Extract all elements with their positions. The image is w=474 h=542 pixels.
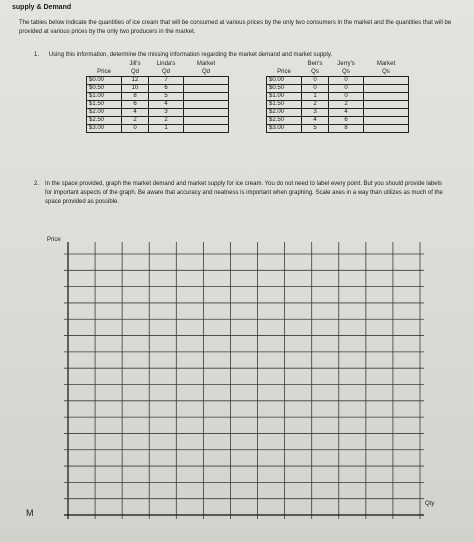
- demand-table-price-cell: $1.00: [87, 93, 122, 101]
- demand-table-price-cell: $0.00: [87, 77, 122, 85]
- question-2-text: In the space provided, graph the market demand and market supply for ice cream. You do not need to label every point. But you should provide labels for important aspects of the graph. Be aware that accuracy and neatness is important when graphing. Scale axes in a way than utilizes as much of the space provided as possible.: [45, 181, 443, 205]
- question-1: [34, 52, 332, 58]
- demand-table-qty-cell: 4: [122, 109, 149, 117]
- demand-table-row: [87, 93, 229, 101]
- supply-table-qty-cell: 0: [329, 85, 364, 93]
- supply-table-qty-cell: 8: [329, 125, 364, 133]
- demand-table-qty-cell: 4: [149, 101, 184, 109]
- demand-table: [86, 60, 229, 133]
- supply-table-market-cell[interactable]: [364, 101, 409, 109]
- supply-table-row: [267, 85, 409, 93]
- supply-table-price-cell: $0.50: [267, 85, 302, 93]
- demand-table-qty-cell: 7: [149, 77, 184, 85]
- demand-table-row: [87, 77, 229, 85]
- demand-table-row: [87, 117, 229, 125]
- demand-table-qty-cell: 12: [122, 77, 149, 85]
- graph-grid: [64, 242, 424, 519]
- demand-table-header-2: Price Qd Qd Qd: [97, 69, 210, 75]
- question-2: [34, 180, 449, 207]
- demand-table-row: [87, 101, 229, 109]
- supply-table-header-1: Ben's Jerry's Market: [307, 61, 396, 67]
- demand-table-market-cell[interactable]: [184, 117, 229, 125]
- supply-table-qty-cell: 2: [302, 101, 329, 109]
- supply-table-row: [267, 109, 409, 117]
- supply-table-qty-cell: 6: [329, 117, 364, 125]
- supply-table-market-cell[interactable]: [364, 85, 409, 93]
- demand-table-market-cell[interactable]: [184, 125, 229, 133]
- demand-table-price-cell: $2.00: [87, 109, 122, 117]
- demand-table-row: [87, 109, 229, 117]
- supply-table-row: [267, 101, 409, 109]
- demand-table-price-cell: $0.50: [87, 85, 122, 93]
- supply-table-qty-cell: 0: [302, 77, 329, 85]
- demand-table-qty-cell: 2: [122, 117, 149, 125]
- demand-table-price-cell: $2.50: [87, 117, 122, 125]
- demand-table-qty-cell: 10: [122, 85, 149, 93]
- question-2-number: 2.: [34, 181, 40, 187]
- supply-table-qty-cell: 0: [329, 93, 364, 101]
- graph-y-axis-label: Price: [47, 237, 61, 243]
- supply-table-qty-cell: 4: [302, 117, 329, 125]
- question-1-number: 1.: [34, 52, 40, 58]
- demand-table-qty-cell: 1: [149, 125, 184, 133]
- demand-table-qty-cell: 8: [122, 93, 149, 101]
- supply-table-price-cell: $0.00: [267, 77, 302, 85]
- demand-table-market-cell[interactable]: [184, 109, 229, 117]
- demand-table-qty-cell: 0: [122, 125, 149, 133]
- supply-table-header-2: Price Qs Qs Qs: [277, 69, 390, 75]
- supply-table-row: [267, 77, 409, 85]
- supply-table-market-cell[interactable]: [364, 77, 409, 85]
- demand-table-row: [87, 125, 229, 133]
- supply-table-market-cell[interactable]: [364, 125, 409, 133]
- intro-paragraph: The tables below indicate the quantities of ice cream that will be consumed at various prices by the only two consumers in the market and the quantities that will be provided at various prices by the only two producers in the market.: [19, 20, 452, 35]
- supply-table-qty-cell: 2: [329, 101, 364, 109]
- supply-table-price-cell: $1.00: [267, 93, 302, 101]
- supply-table-qty-cell: 4: [329, 109, 364, 117]
- footer-mark: M: [26, 508, 34, 518]
- supply-table-price-cell: $3.00: [267, 125, 302, 133]
- supply-table-market-cell[interactable]: [364, 109, 409, 117]
- demand-table-header-1: Jill's Linda's Market: [129, 61, 216, 67]
- demand-table-price-cell: $3.00: [87, 125, 122, 133]
- supply-table-row: [267, 125, 409, 133]
- demand-table-qty-cell: 3: [149, 109, 184, 117]
- supply-table-row: [267, 117, 409, 125]
- supply-table: [266, 60, 409, 133]
- supply-table-qty-cell: 0: [302, 85, 329, 93]
- demand-table-market-cell[interactable]: [184, 85, 229, 93]
- demand-table-qty-cell: 2: [149, 117, 184, 125]
- supply-table-price-cell: $1.50: [267, 101, 302, 109]
- graph-x-axis-label: Qty: [425, 501, 435, 507]
- demand-table-qty-cell: 6: [122, 101, 149, 109]
- supply-table-price-cell: $2.00: [267, 109, 302, 117]
- demand-table-qty-cell: 5: [149, 93, 184, 101]
- supply-table-qty-cell: 5: [302, 125, 329, 133]
- question-1-text: Using this information, determine the missing information regarding the market demand and market supply.: [48, 52, 333, 58]
- demand-table-market-cell[interactable]: [184, 101, 229, 109]
- supply-table-qty-cell: 1: [302, 93, 329, 101]
- supply-table-qty-cell: 0: [329, 77, 364, 85]
- supply-table-row: [267, 93, 409, 101]
- supply-table-price-cell: $2.50: [267, 117, 302, 125]
- demand-table-row: [87, 85, 229, 93]
- demand-table-price-cell: $1.50: [87, 101, 122, 109]
- demand-table-market-cell[interactable]: [184, 93, 229, 101]
- demand-table-qty-cell: 6: [149, 85, 184, 93]
- supply-table-market-cell[interactable]: [364, 93, 409, 101]
- worksheet-title: supply & Demand: [12, 4, 72, 11]
- supply-table-market-cell[interactable]: [364, 117, 409, 125]
- supply-table-qty-cell: 3: [302, 109, 329, 117]
- demand-table-market-cell[interactable]: [184, 77, 229, 85]
